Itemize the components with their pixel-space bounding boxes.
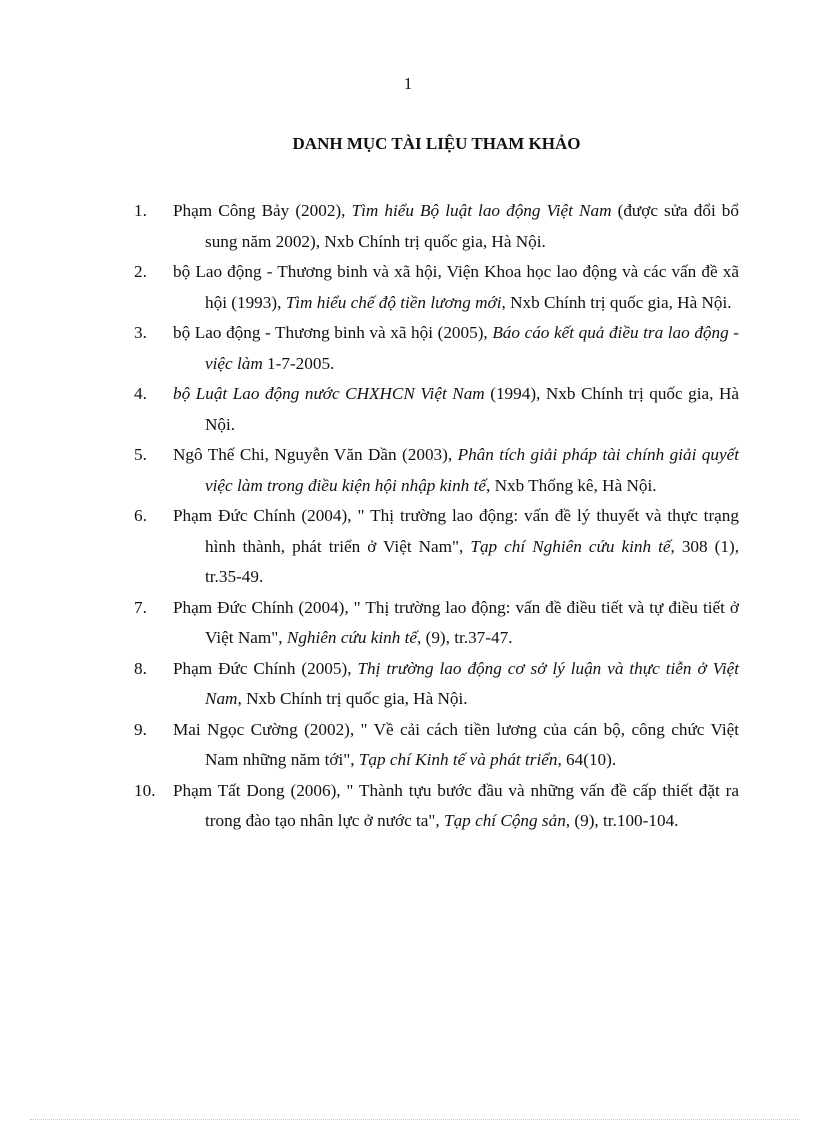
reference-text-tail: , (9), tr.37-47. — [417, 628, 513, 647]
reference-title-italic: Tạp chí Kinh tế và phát triển — [358, 750, 558, 769]
reference-text-tail: , (9), tr.100-104. — [565, 811, 679, 830]
reference-item-3 — [134, 318, 739, 379]
reference-number: 10. — [134, 780, 156, 800]
reference-text — [173, 440, 739, 501]
reference-item-1 — [134, 196, 739, 257]
reference-title-italic: Tạp chí Nghiên cứu kinh tế — [470, 536, 671, 556]
reference-text — [173, 318, 739, 379]
page-number: 1 — [403, 74, 413, 93]
reference-number: 9. — [134, 719, 147, 739]
reference-text-tail: (được sửa đổi bổ sung năm 2002), Nxb Chính trị quốc gia, Hà Nội. — [205, 201, 739, 251]
reference-list — [134, 196, 739, 837]
reference-number: 4. — [134, 384, 147, 403]
reference-text-lead: bộ Lao động - Thương binh và xã hội, Viện Khoa học lao động và các vấn đề xã hội (1993), — [173, 262, 739, 312]
reference-text-lead: bộ Lao động - Thương binh và xã hội (2005), — [173, 323, 493, 342]
reference-text-tail: (1994), Nxb Chính trị quốc gia, Hà Nội. — [205, 384, 740, 434]
reference-text-tail: , 64(10). — [557, 750, 617, 769]
reference-item-5 — [134, 440, 739, 501]
reference-text-lead: Mai Ngọc Cường (2002), " Về cải cách tiền lương của cán bộ, công chức Việt Nam những năm tới", — [173, 719, 739, 769]
reference-title-italic: Nghiên cứu kinh tế — [286, 628, 418, 647]
reference-number: 5. — [134, 445, 147, 464]
reference-item-9 — [134, 715, 739, 776]
reference-title-italic: Tìm hiểu Bộ luật lao động Việt Nam — [351, 201, 612, 220]
reference-text-lead: Ngô Thế Chi, Nguyễn Văn Dần (2003), — [173, 445, 458, 464]
reference-text — [173, 593, 739, 654]
reference-text-lead: Phạm Tất Dong (2006), " Thành tựu bước đầu và những vấn đề cấp thiết đặt ra trong đào tạo nhân lực ở nước ta", — [173, 780, 739, 830]
reference-text — [173, 776, 739, 837]
reference-item-4 — [134, 379, 739, 440]
reference-text-tail: , 308 (1), tr.35-49. — [205, 536, 739, 586]
reference-text — [173, 654, 739, 715]
reference-number: 8. — [134, 658, 147, 678]
page-title: DANH MỤC TÀI LIỆU THAM KHẢO — [292, 134, 581, 153]
reference-text-lead: Phạm Đức Chính (2005), — [173, 658, 358, 678]
reference-number: 7. — [134, 597, 147, 617]
reference-item-8 — [134, 654, 739, 715]
reference-title-italic: Tìm hiểu chế độ tiền lương mới — [285, 292, 502, 312]
reference-item-2 — [134, 257, 739, 318]
reference-text — [173, 501, 739, 593]
footer-divider — [30, 1119, 800, 1120]
reference-number: 1. — [134, 201, 147, 220]
reference-item-10 — [134, 776, 739, 837]
reference-text — [173, 257, 739, 318]
reference-text — [173, 196, 739, 257]
reference-title-italic: Thị trường lao động cơ sở lý luận và thực tiễn ở Việt Nam — [205, 658, 739, 708]
reference-text-tail: , Nxb Chính trị quốc gia, Hà Nội. — [501, 292, 732, 312]
reference-text-lead: Phạm Đức Chính (2004), " Thị trường lao động: vấn đề lý thuyết và thực trạng hình thành, phát triển ở Việt Nam", — [173, 506, 739, 556]
reference-text-tail: , Nxb Thống kê, Hà Nội. — [485, 475, 657, 495]
reference-item-7 — [134, 593, 739, 654]
reference-text-tail: , Nxb Chính trị quốc gia, Hà Nội. — [237, 689, 468, 708]
reference-title-italic: Báo cáo kết quả điều tra lao động - việc làm — [205, 323, 740, 373]
reference-number: 2. — [134, 262, 147, 281]
reference-text-lead: Phạm Đức Chính (2004), " Thị trường lao động: vấn đề điều tiết và tự điều tiết ở Việt Nam", — [173, 597, 739, 647]
reference-title-italic: Phân tích giải pháp tài chính giải quyết việc làm trong điều kiện hội nhập kinh tế — [205, 445, 739, 495]
reference-title-italic: Tạp chí Cộng sản — [444, 811, 566, 830]
reference-text-lead: Phạm Công Bảy (2002), — [173, 201, 352, 220]
reference-text-tail: 1-7-2005. — [262, 353, 335, 373]
reference-title-italic: bộ Luật Lao động nước CHXHCN Việt Nam — [173, 384, 485, 403]
reference-item-6 — [134, 501, 739, 593]
reference-number: 6. — [134, 506, 147, 525]
reference-number: 3. — [134, 323, 147, 342]
reference-text — [173, 715, 739, 776]
reference-text — [173, 379, 739, 440]
